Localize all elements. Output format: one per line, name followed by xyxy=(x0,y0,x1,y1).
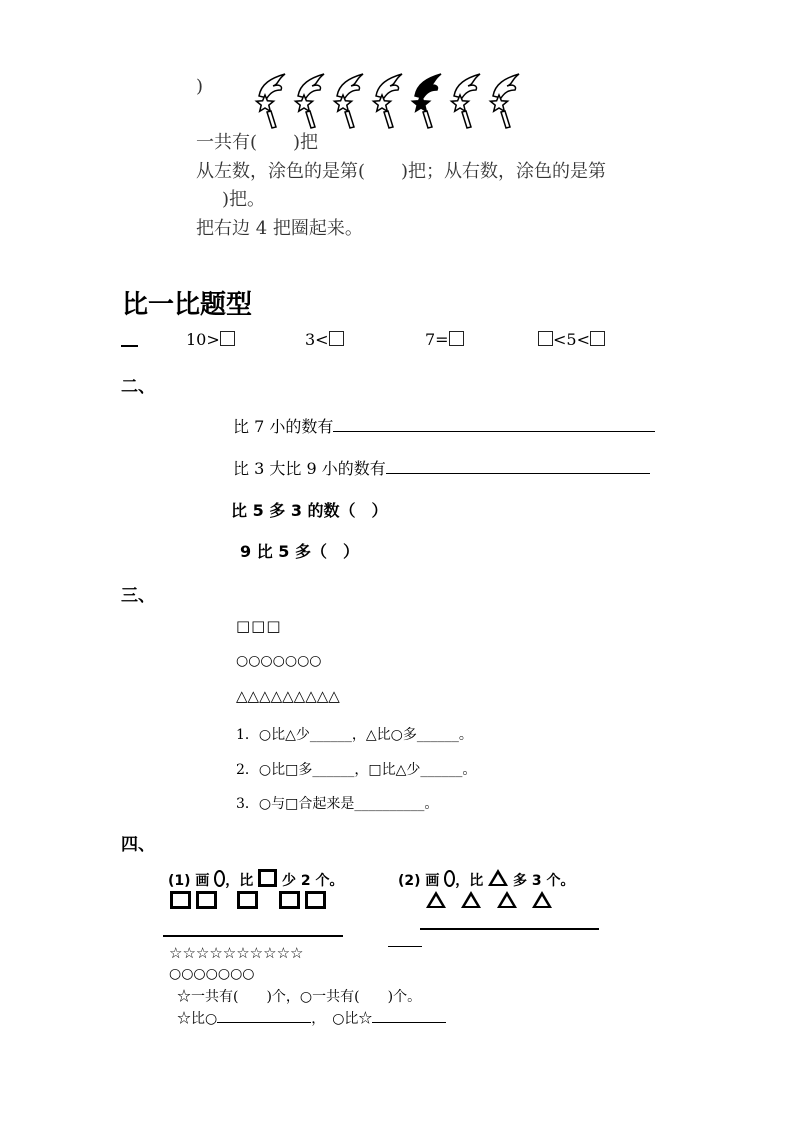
star-wands-figure xyxy=(245,70,525,132)
stray-line xyxy=(388,946,422,947)
wand xyxy=(451,74,480,128)
compare-question-1: 1．○比△少______，△比○多______。 xyxy=(236,727,473,743)
triangle-shape xyxy=(497,891,517,908)
oval-icon xyxy=(444,870,455,887)
answer-line[interactable] xyxy=(333,417,655,432)
section-three-label: 三、 xyxy=(121,586,155,606)
wand xyxy=(256,74,285,128)
compare-question-3: 3．○与□合起来是__________。 xyxy=(236,796,439,812)
circles-row-2: ○○○○○○○ xyxy=(169,966,255,982)
wand xyxy=(295,74,324,128)
question-shaded-position: 从左数，涂色的是第( )把；从右数，涂色的是第 xyxy=(196,161,607,182)
section-one-marker xyxy=(121,345,138,347)
square-shape xyxy=(279,891,300,909)
square-shape xyxy=(237,891,258,909)
question-total: 一共有( )把 xyxy=(196,132,319,153)
square-figure-row xyxy=(170,891,326,913)
answer-line[interactable] xyxy=(372,1008,446,1023)
circles-row: ○○○○○○○ xyxy=(236,653,322,669)
answer-box[interactable] xyxy=(329,331,344,346)
bracket-fragment: ) xyxy=(196,76,204,97)
section-four-label: 四、 xyxy=(121,835,155,855)
compare-expr-1: 10> xyxy=(186,330,235,349)
triangle-icon xyxy=(488,869,508,886)
fill-line-4: 9 比 5 多（ ） xyxy=(240,542,359,561)
fill-line-1: 比 7 小的数有 xyxy=(233,414,655,437)
answer-line[interactable] xyxy=(217,1008,311,1023)
triangles-row: △△△△△△△△△ xyxy=(236,687,340,705)
question-shaded-position-end: )把。 xyxy=(222,189,266,210)
compare-expr-3: 7= xyxy=(425,330,464,349)
oval-icon xyxy=(214,870,225,887)
draw-task-1: (1) 画 ，比 少 2 个。 xyxy=(168,869,344,890)
square-shape xyxy=(305,891,326,909)
compare-line: ☆比○ ， ○比☆ xyxy=(177,1008,446,1028)
wand xyxy=(373,74,402,128)
square-icon xyxy=(258,869,277,887)
answer-box[interactable] xyxy=(220,331,235,346)
triangle-shape xyxy=(461,891,481,908)
answer-box[interactable] xyxy=(538,331,553,346)
draw-line-2[interactable] xyxy=(420,928,599,930)
wand xyxy=(490,74,519,128)
square-shape xyxy=(170,891,191,909)
squares-row: □□□ xyxy=(236,617,282,635)
compare-question-2: 2．○比□多______，□比△少______。 xyxy=(236,762,477,778)
triangle-shape xyxy=(532,891,552,908)
stars-row: ☆☆☆☆☆☆☆☆☆☆ xyxy=(169,944,304,962)
draw-task-2: (2) 画 ，比 多 3 个。 xyxy=(398,869,575,890)
section-two-label: 二、 xyxy=(121,377,155,397)
triangle-figure-row xyxy=(426,891,552,912)
square-shape xyxy=(196,891,217,909)
fill-line-3: 比 5 多 3 的数（ ） xyxy=(231,501,388,520)
wand xyxy=(334,74,363,128)
fill-line-2: 比 3 大比 9 小的数有 xyxy=(233,456,650,479)
section-title: 比一比题型 xyxy=(122,290,253,320)
count-question: ☆一共有( )个，○一共有( )个。 xyxy=(177,989,422,1005)
answer-line[interactable] xyxy=(386,459,650,474)
compare-expr-4: <5< xyxy=(538,330,605,349)
question-circle-right: 把右边 4 把圈起来。 xyxy=(196,218,363,239)
draw-line-1[interactable] xyxy=(163,935,343,937)
wand-shaded xyxy=(412,74,441,128)
compare-expr-2: 3< xyxy=(305,330,344,349)
answer-box[interactable] xyxy=(449,331,464,346)
answer-box[interactable] xyxy=(590,331,605,346)
triangle-shape xyxy=(426,891,446,908)
